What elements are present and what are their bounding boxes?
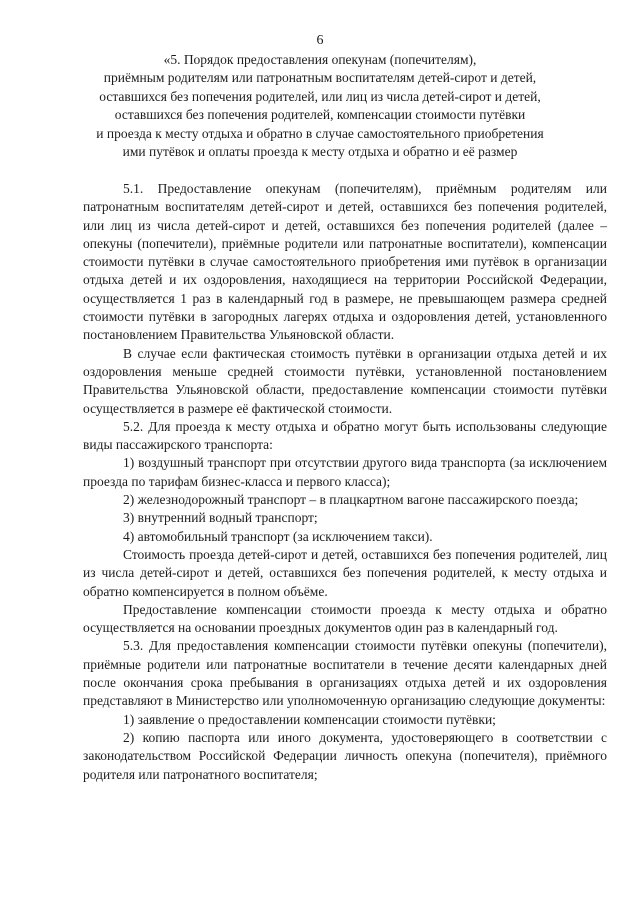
list-item-water-transport: 3) внутренний водный транспорт;: [123, 510, 318, 526]
list-item-passport-copy: 2) копию паспорта или иного документа, удостоверяющего в соответствии с законодательством Российской Федерации личность опекуна (попечителя), приёмного родителя или патронатного воспитателя;: [83, 729, 607, 782]
list-item-application: 1) заявление о предоставлении компенсации стоимости путёвки;: [123, 711, 496, 727]
paragraph-travel-cost: Стоимость проезда детей-сирот и детей, оставшихся без попечения родителей, лиц из числа детей-сирот и детей, оставшихся без попечения родителей, к месту отдыха и обратно компенсируется в полном объёме.: [83, 546, 607, 599]
heading-line: приёмным родителям или патронатным воспитателям детей-сирот и детей,: [103, 70, 537, 86]
heading-line: оставшихся без попечения родителей, или лиц из числа детей-сирот и детей,: [99, 88, 541, 104]
paragraph-5-1: 5.1. Предоставление опекунам (попечителям), приёмным родителям или патронатным воспитателям детей-сирот и детей, оставшихся без попечения родителей, или лиц из числа детей-сирот и детей, оставшихся без попечения родителей (далее – опекуны (попечители), приёмные родители или патронатные воспитатели), компенсации стоимости путёвки в случае самостоятельного приобретения ими путёвок в организации отдыха детей и их оздоровления, находящиеся на территории Российской Федерации, осуществляется 1 раз в календарный год в размере, не превышающем размера средней стоимости путёвки в загородных лагерях отдыха и оздоровления детей, установленного постановлением Правительства Ульяновской области.: [83, 181, 607, 343]
heading-line: «5. Порядок предоставления опекунам (попечителям),: [163, 52, 477, 67]
paragraph-actual-cost: В случае если фактическая стоимость путёвки в организации отдыха детей и их оздоровления меньше средней стоимости путёвки, установленной постановлением Правительства Ульяновской области, предоставление компенсации стоимости путёвки осуществляется в размере её фактической стоимости.: [83, 345, 607, 416]
heading-line: оставшихся без попечения родителей, компенсации стоимости путёвки: [114, 107, 526, 123]
list-item-rail-transport: 2) железнодорожный транспорт – в плацкартном вагоне пассажирского поезда;: [123, 492, 579, 508]
section-heading: [60, 51, 580, 161]
paragraph-5-3: 5.3. Для предоставления компенсации стоимости путёвки опекуны (попечители), приёмные родители или патронатные воспитатели в течение десяти календарных дней после окончания срока пребывания в организациях отдыха детей и их оздоровления представляют в Министерство или уполномоченную организацию следующие документы:: [83, 638, 607, 709]
paragraph-travel-compensation: Предоставление компенсации стоимости проезда к месту отдыха и обратно осуществляется на основании проездных документов один раз в календарный год.: [83, 601, 607, 636]
page-number: 6: [316, 33, 324, 48]
heading-line: ими путёвок и оплаты проезда к месту отдыха и обратно и её размер: [122, 144, 518, 160]
document-body: [83, 180, 607, 784]
list-item-air-transport: 1) воздушный транспорт при отсутствии другого вида транспорта (за исключением проезда по тарифам бизнес-класса и первого класса);: [83, 455, 607, 489]
list-item-road-transport: 4) автомобильный транспорт (за исключением такси).: [123, 528, 433, 544]
heading-line: и проезда к месту отдыха и обратно в случае самостоятельного приобретения: [96, 125, 544, 141]
paragraph-5-2: 5.2. Для проезда к месту отдыха и обратно могут быть использованы следующие виды пассажирского транспорта:: [83, 418, 607, 453]
